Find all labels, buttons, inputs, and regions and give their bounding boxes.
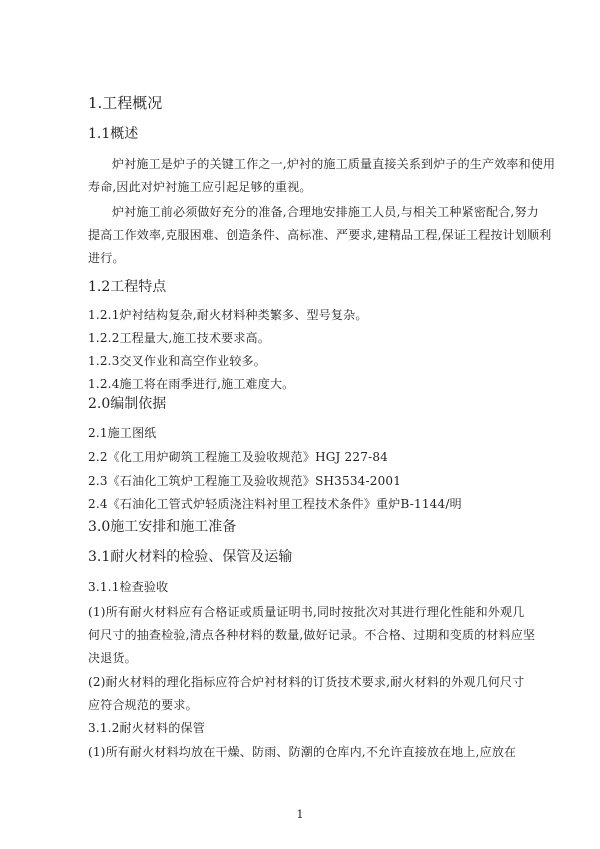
subsection-heading: 3.1.1检查验收 xyxy=(88,580,169,594)
section-2-heading: 2.0编制依据 xyxy=(88,396,167,412)
paragraph-line: 炉衬施工是炉子的关键工作之一,炉衬的施工质量直接关系到炉子的生产效率和使用 xyxy=(112,157,556,171)
paragraph-line: 提高工作效率,克服困难、创造条件、高标准、严要求,建精品工程,保证工程按计划顺利 xyxy=(88,228,552,242)
subsection-heading: 3.1.2耐火材料的保管 xyxy=(88,721,205,735)
list-item: 1.2.4施工将在雨季进行,施工难度大。 xyxy=(88,377,295,391)
section-3-1-heading: 3.1耐火材料的检验、保管及运输 xyxy=(88,549,293,565)
list-item: 1.2.1炉衬结构复杂,耐火材料种类繁多、型号复杂。 xyxy=(88,308,368,322)
paragraph-line: 决退货。 xyxy=(88,651,137,665)
section-1-heading: 1.工程概况 xyxy=(88,94,163,112)
page-number: 1 xyxy=(296,808,304,821)
paragraph-line: 应符合规范的要求。 xyxy=(88,698,198,712)
section-3-heading: 3.0施工安排和施工准备 xyxy=(88,519,237,535)
paragraph-line: 进行。 xyxy=(88,251,125,265)
paragraph-line: (1)所有耐火材料均放在干燥、防雨、防潮的仓库内,不允许直接放在地上,应放在 xyxy=(88,745,517,759)
list-item: 2.3《石油化工筑炉工程施工及验收规范》SH3534-2001 xyxy=(88,474,402,488)
list-item: 1.2.2工程量大,施工技术要求高。 xyxy=(88,331,270,345)
paragraph-line: 寿命,因此对炉衬施工应引起足够的重视。 xyxy=(88,180,312,194)
paragraph-line: (2)耐火材料的理化指标应符合炉衬材料的订货技术要求,耐火材料的外观几何尺寸 xyxy=(88,675,525,689)
section-1-1-heading: 1.1概述 xyxy=(88,126,139,142)
list-item: 2.1施工图纸 xyxy=(88,426,157,440)
paragraph-line: (1)所有耐火材料应有合格证或质量证明书,同时按批次对其进行理化性能和外观几 xyxy=(88,605,525,619)
paragraph-line: 何尺寸的抽查检验,清点各种材料的数量,做好记录。不合格、过期和变质的材料应坚 xyxy=(88,628,536,642)
list-item: 2.2《化工用炉砌筑工程施工及验收规范》HGJ 227-84 xyxy=(88,450,388,464)
list-item: 1.2.3交叉作业和高空作业较多。 xyxy=(88,354,266,368)
paragraph-line: 炉衬施工前必须做好充分的准备,合理地安排施工人员,与相关工种紧密配合,努力 xyxy=(112,205,539,219)
list-item: 2.4《石油化工管式炉轻质浇注料衬里工程技术条件》重炉B-1144/明 xyxy=(88,497,462,511)
section-1-2-heading: 1.2工程特点 xyxy=(88,279,167,295)
